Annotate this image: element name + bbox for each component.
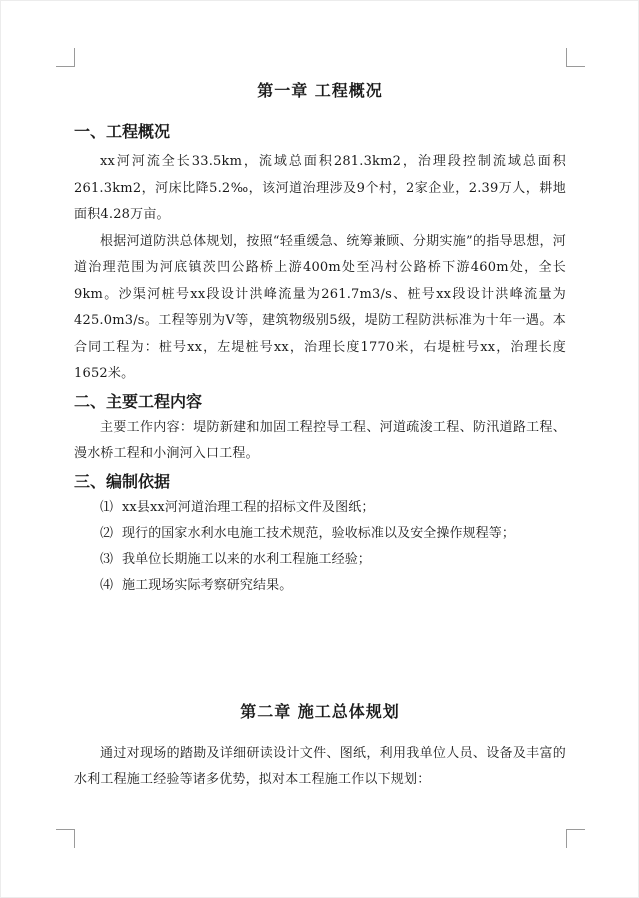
section-2-paragraph: 主要工作内容：堤防新建和加固工程控导工程、河道疏浚工程、防汛道路工程、漫水桥工程和小涧河入口工程。	[74, 419, 566, 461]
list-item-text: 施工现场实际考察研究结果。	[122, 577, 293, 593]
chapter-2-title: 第二章 施工总体规划	[240, 701, 400, 721]
list-item-text: 现行的国家水利水电施工技术规范，验收标准以及安全操作规程等；	[122, 525, 516, 541]
margin-corner-bottom-left	[56, 829, 75, 848]
margin-corner-bottom-right	[566, 829, 585, 848]
list-item-text: xx县xx河河道治理工程的招标文件及图纸；	[122, 499, 375, 515]
margin-corner-top-left	[56, 48, 75, 67]
chapter-spacer	[74, 599, 566, 697]
section-1-paragraph-2: 根据河道防洪总体规划，按照“轻重缓急、统筹兼顾、分期实施”的指导思想，河道治理范围为河底镇茨凹公路桥上游400m处至冯村公路桥下游460m处，全长9km。沙渠河桩号xx段设计洪峰流量为261.7m3/s、桩号xx段设计洪峰流量为425.0m3/s。工程等别为Ⅴ等，建筑物级别5级，堤防工程防洪标准为十年一遇。本合同工程为：桩号xx，左堤桩号xx，治理长度1770米，右堤桩号xx，治理长度1652米。	[74, 233, 566, 381]
section-1-title: 一、工程概况	[74, 122, 171, 141]
list-item	[100, 547, 566, 573]
list-item-number: ⑶	[100, 551, 114, 567]
chapter-2-paragraph: 通过对现场的踏勘及详细研读设计文件、图纸，利用我单位人员、设备及丰富的水利工程施工经验等诸多优势，拟对本工程施工作以下规划：	[74, 745, 566, 787]
margin-corner-top-right	[566, 48, 585, 67]
chapter-1-title: 第一章 工程概况	[257, 81, 383, 100]
list-item-number: ⑴	[100, 499, 114, 515]
list-item	[100, 495, 566, 521]
list-item-number: ⑵	[100, 525, 114, 541]
page-content	[74, 76, 566, 794]
list-item-text: 我单位长期施工以来的水利工程施工经验；	[122, 551, 371, 567]
reference-list	[74, 495, 566, 599]
list-item-number: ⑷	[100, 577, 114, 593]
section-1-paragraph-1: xx河河流全长33.5km，流域总面积281.3km2，治理段控制流域总面积261.3km2，河床比降5.2‰，该河道治理涉及9个村，2家企业，2.39万人，耕地面积4.28万亩。	[74, 154, 566, 222]
list-item	[100, 521, 566, 547]
list-item	[100, 573, 566, 599]
section-2-title: 二、主要工程内容	[74, 391, 203, 411]
section-3-title: 三、编制依据	[74, 471, 171, 491]
